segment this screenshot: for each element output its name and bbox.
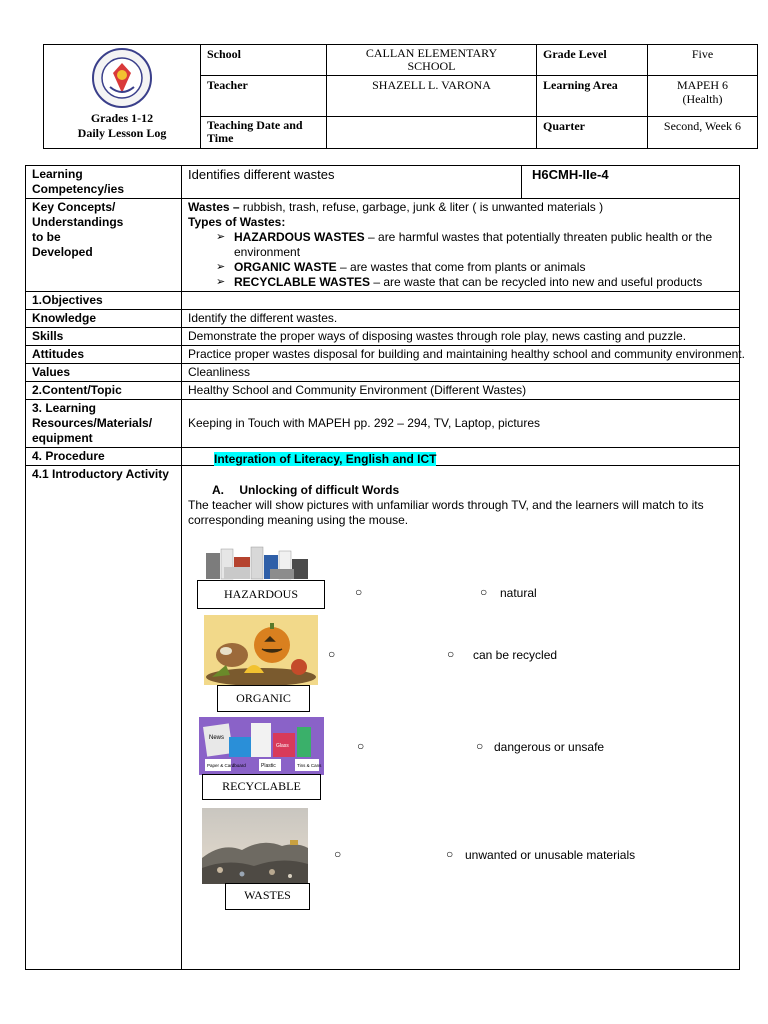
learning-area-value (648, 76, 758, 117)
date-label-line2: Time (207, 131, 234, 145)
date-label (201, 117, 327, 149)
organic-waste-image (204, 615, 318, 685)
concepts-content (182, 199, 740, 292)
list-item (216, 260, 733, 275)
teacher-label: Teacher (201, 76, 327, 117)
school-value (327, 45, 537, 76)
match-dot-left-3[interactable]: ○ (357, 739, 365, 753)
type-term: ORGANIC WASTE (234, 260, 337, 274)
match-dot-right-4[interactable]: ○ (446, 847, 454, 861)
competency-code: H6CMH-IIe-4 (522, 166, 740, 199)
arrow-bullet-icon: ➢ (216, 276, 226, 288)
meaning-natural: natural (500, 586, 537, 600)
objectives-value (182, 292, 740, 310)
resources-label-line1: 3. Learning (32, 401, 97, 415)
concepts-label-line4: Developed (32, 245, 93, 259)
types-heading: Types of Wastes: (188, 215, 286, 229)
word-wastes[interactable]: WASTES (225, 883, 310, 910)
competency-label-line2: Competency/ies (32, 182, 125, 196)
competency-label-line1: Learning (32, 167, 83, 181)
wastes-def: rubbish, trash, refuse, garbage, junk & liter ( is unwanted materials ) (239, 200, 604, 214)
grade-level-label: Grade Level (537, 45, 648, 76)
meaning-dangerous: dangerous or unsafe (494, 740, 605, 754)
quarter-label: Quarter (537, 117, 648, 149)
resources-label (26, 400, 182, 448)
concepts-label-line1: Key Concepts/ (32, 200, 116, 214)
list-item (216, 275, 733, 290)
type-term: RECYCLABLE WASTES (234, 275, 371, 289)
school-value-line2: SCHOOL (407, 59, 456, 73)
skills-text: Demonstrate the proper ways of disposing wastes through role play, news casting and puzzle. (182, 328, 740, 346)
types-list (188, 230, 733, 290)
content-text: Healthy School and Community Environment (Different Wastes) (182, 382, 740, 400)
match-dot-right-2[interactable]: ○ (447, 647, 455, 661)
type-def: – are wastes that come from plants or animals (336, 260, 586, 274)
recyclable-label-news: News (209, 735, 225, 741)
grade-level-value: Five (648, 45, 758, 76)
knowledge-text: Identify the different wastes. (182, 310, 740, 328)
list-item (216, 230, 733, 260)
recyclable-label-tins: Tins & Cans (297, 763, 322, 768)
type-def: – are waste that can be recycled into new and useful products (370, 275, 703, 289)
teacher-value: SHAZELL L. VARONA (327, 76, 537, 117)
quarter-value: Second, Week 6 (648, 117, 758, 149)
wastes-term: Wastes – (188, 200, 240, 214)
header-table (43, 44, 758, 149)
integration-note (214, 452, 436, 466)
unlocking-marker: A. (212, 483, 224, 497)
date-label-line1: Teaching Date and (207, 118, 303, 132)
content-label: 2.Content/Topic (26, 382, 182, 400)
match-dot-left-2[interactable]: ○ (328, 647, 336, 661)
unlocking-title: Unlocking of difficult Words (239, 483, 400, 497)
recyclable-label-plastic: Plastic (261, 763, 276, 769)
school-label: School (201, 45, 327, 76)
word-recyclable[interactable]: RECYCLABLE (202, 774, 321, 800)
match-dot-right-3[interactable]: ○ (476, 739, 484, 753)
recyclable-label-paper: Paper & Cardboard (207, 763, 246, 768)
resources-label-line3: equipment (32, 431, 93, 445)
log-title: Daily Lesson Log (77, 126, 167, 140)
resources-text: Keeping in Touch with MAPEH pp. 292 – 294, TV, Laptop, pictures (182, 400, 740, 448)
header-logo-cell (44, 45, 201, 149)
landfill-wastes-image (202, 808, 308, 884)
objectives-label: 1.Objectives (26, 292, 182, 310)
intro-label: 4.1 Introductory Activity (26, 466, 182, 970)
meaning-unwanted: unwanted or unusable materials (465, 848, 636, 862)
attitudes-text: Practice proper wastes disposal for building and maintaining healthy school and community environment. (182, 346, 740, 364)
type-def: – are harmful wastes that potentially threaten public health or the environment (234, 230, 713, 259)
learning-area-line2: (Health) (682, 92, 723, 106)
competency-text: Identifies different wastes (182, 166, 522, 199)
attitudes-label: Attitudes (26, 346, 182, 364)
arrow-bullet-icon: ➢ (216, 261, 226, 273)
hazardous-products-image (204, 545, 310, 581)
grades-label: Grades 1-12 (90, 111, 154, 125)
type-term: HAZARDOUS WASTES (234, 230, 365, 244)
wastes-definition (188, 200, 733, 215)
word-organic[interactable]: ORGANIC (217, 685, 310, 712)
meaning-can-be-recycled: can be recycled (473, 648, 558, 662)
concepts-label-line2: Understandings (32, 215, 124, 229)
deped-seal-logo (91, 47, 153, 109)
values-label: Values (26, 364, 182, 382)
match-dot-left-4[interactable]: ○ (334, 847, 342, 861)
knowledge-label: Knowledge (26, 310, 182, 328)
competency-label (26, 166, 182, 199)
procedure-label: 4. Procedure (26, 448, 182, 466)
concepts-label (26, 199, 182, 292)
resources-label-line2: Resources/Materials/ (32, 416, 153, 430)
word-hazardous[interactable]: HAZARDOUS (197, 580, 325, 609)
recyclable-waste-image (199, 717, 324, 775)
arrow-bullet-icon: ➢ (216, 231, 226, 243)
recyclable-label-glass: Glass (276, 743, 289, 749)
values-text: Cleanliness (182, 364, 740, 382)
integration-highlight: Integration of Literacy, English and ICT (214, 452, 437, 466)
learning-area-line1: MAPEH 6 (676, 78, 728, 92)
date-value (327, 117, 537, 149)
skills-label: Skills (26, 328, 182, 346)
concepts-label-line3: to be (32, 230, 61, 244)
instruction-text: The teacher will show pictures with unfamiliar words through TV, and the learners will match to its corresponding meaning using the mouse. (188, 498, 704, 527)
school-value-line1: CALLAN ELEMENTARY (365, 46, 498, 60)
unlocking-heading (212, 483, 399, 497)
learning-area-label: Learning Area (537, 76, 648, 117)
match-dot-left-1[interactable]: ○ (355, 585, 363, 599)
match-dot-right-1[interactable]: ○ (480, 585, 488, 599)
